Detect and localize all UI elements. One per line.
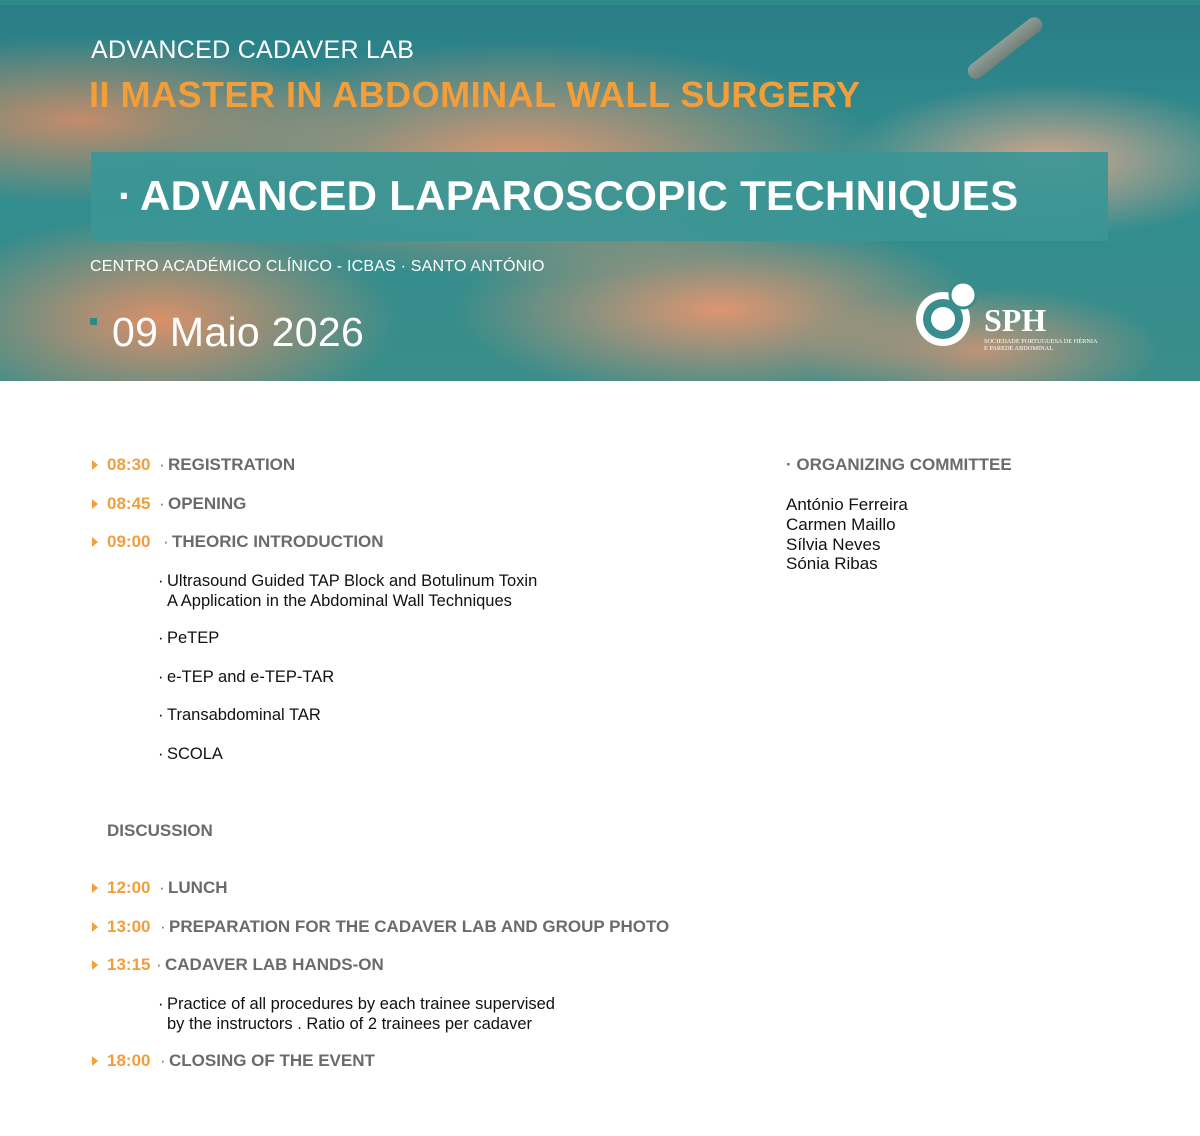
schedule-time: 13:00 bbox=[107, 917, 151, 936]
topic-text: Ultrasound Guided TAP Block and Botulinum Toxin bbox=[167, 572, 538, 590]
logo-abbr: SPH bbox=[984, 302, 1047, 338]
schedule-time: 08:30 bbox=[107, 455, 151, 474]
background-pen-photo bbox=[965, 14, 1046, 82]
techniques-title: ADVANCED LAPAROSCOPIC TECHNIQUES bbox=[140, 172, 1019, 219]
theory-topic bbox=[158, 667, 334, 687]
date-marker bbox=[90, 318, 97, 325]
sph-logo bbox=[910, 282, 1120, 354]
schedule-activity: THEORIC INTRODUCTION bbox=[172, 532, 384, 551]
schedule-time: 12:00 bbox=[107, 878, 151, 897]
committee-title: · ORGANIZING COMMITTEE bbox=[786, 455, 1012, 474]
techniques-bullet: · bbox=[118, 172, 132, 219]
discussion-heading: DISCUSSION bbox=[107, 821, 213, 840]
logo-line-2: E PAREDE ABDOMINAL bbox=[984, 345, 1054, 352]
separator-dot: · bbox=[163, 532, 169, 551]
topic-text: SCOLA bbox=[167, 745, 223, 763]
separator-dot: · bbox=[156, 955, 162, 974]
note-text: Practice of all procedures by each trainee supervised bbox=[167, 995, 555, 1013]
arrow-right-icon bbox=[92, 537, 98, 547]
topic-text: PeTEP bbox=[167, 629, 220, 647]
master-title: II MASTER IN ABDOMINAL WALL SURGERY bbox=[89, 74, 861, 115]
topic-bullet: · bbox=[158, 668, 164, 686]
event-date: 09 Maio 2026 bbox=[112, 309, 365, 355]
arrow-right-icon bbox=[92, 960, 98, 970]
committee-member: António Ferreira bbox=[786, 495, 908, 514]
separator-dot: · bbox=[159, 878, 165, 897]
techniques-banner bbox=[91, 152, 1108, 241]
note-text-continued: by the instructors . Ratio of 2 trainees per cadaver bbox=[167, 1015, 533, 1033]
theory-topic bbox=[158, 744, 223, 764]
venue: CENTRO ACADÉMICO CLÍNICO - ICBAS · SANTO ANTÓNIO bbox=[90, 258, 545, 275]
schedule-activity: CLOSING OF THE EVENT bbox=[169, 1051, 375, 1070]
schedule-activity: CADAVER LAB HANDS-ON bbox=[165, 955, 384, 974]
logo-line-1: SOCIEDADE PORTUGUESA DE HÉRNIA bbox=[984, 338, 1098, 345]
header-banner bbox=[0, 0, 1200, 381]
topic-bullet: · bbox=[158, 706, 164, 724]
separator-dot: · bbox=[160, 917, 166, 936]
theory-topic bbox=[158, 628, 219, 648]
separator-dot: · bbox=[159, 494, 165, 513]
schedule-activity: PREPARATION FOR THE CADAVER LAB AND GROUP PHOTO bbox=[169, 917, 670, 936]
separator-dot: · bbox=[159, 455, 165, 474]
schedule-time: 08:45 bbox=[107, 494, 151, 513]
hands-on-note bbox=[158, 994, 555, 1034]
schedule-activity: OPENING bbox=[168, 494, 247, 513]
arrow-right-icon bbox=[92, 499, 98, 509]
arrow-right-icon bbox=[92, 883, 98, 893]
arrow-right-icon bbox=[92, 922, 98, 932]
schedule-time: 18:00 bbox=[107, 1051, 151, 1070]
lab-title: ADVANCED CADAVER LAB bbox=[91, 36, 415, 64]
arrow-right-icon bbox=[92, 460, 98, 470]
theory-topic bbox=[158, 571, 537, 611]
schedule-time: 13:15 bbox=[107, 955, 151, 974]
topic-bullet: · bbox=[158, 572, 164, 590]
topic-bullet: · bbox=[158, 629, 164, 647]
theory-topic bbox=[158, 705, 321, 725]
topic-text-continued: A Application in the Abdominal Wall Techniques bbox=[167, 592, 512, 610]
note-bullet: · bbox=[158, 995, 164, 1013]
topic-text: Transabdominal TAR bbox=[167, 706, 321, 724]
topic-text: e-TEP and e-TEP-TAR bbox=[167, 668, 335, 686]
schedule-time: 09:00 bbox=[107, 532, 151, 551]
topic-bullet: · bbox=[158, 745, 164, 763]
schedule-activity: LUNCH bbox=[168, 878, 228, 897]
schedule-activity: REGISTRATION bbox=[168, 455, 296, 474]
separator-dot: · bbox=[160, 1051, 166, 1070]
arrow-right-icon bbox=[92, 1056, 98, 1066]
committee-member: Sílvia Neves bbox=[786, 535, 881, 554]
committee-member: Sónia Ribas bbox=[786, 554, 878, 573]
top-rule bbox=[0, 0, 1200, 5]
committee-member: Carmen Maillo bbox=[786, 515, 896, 534]
